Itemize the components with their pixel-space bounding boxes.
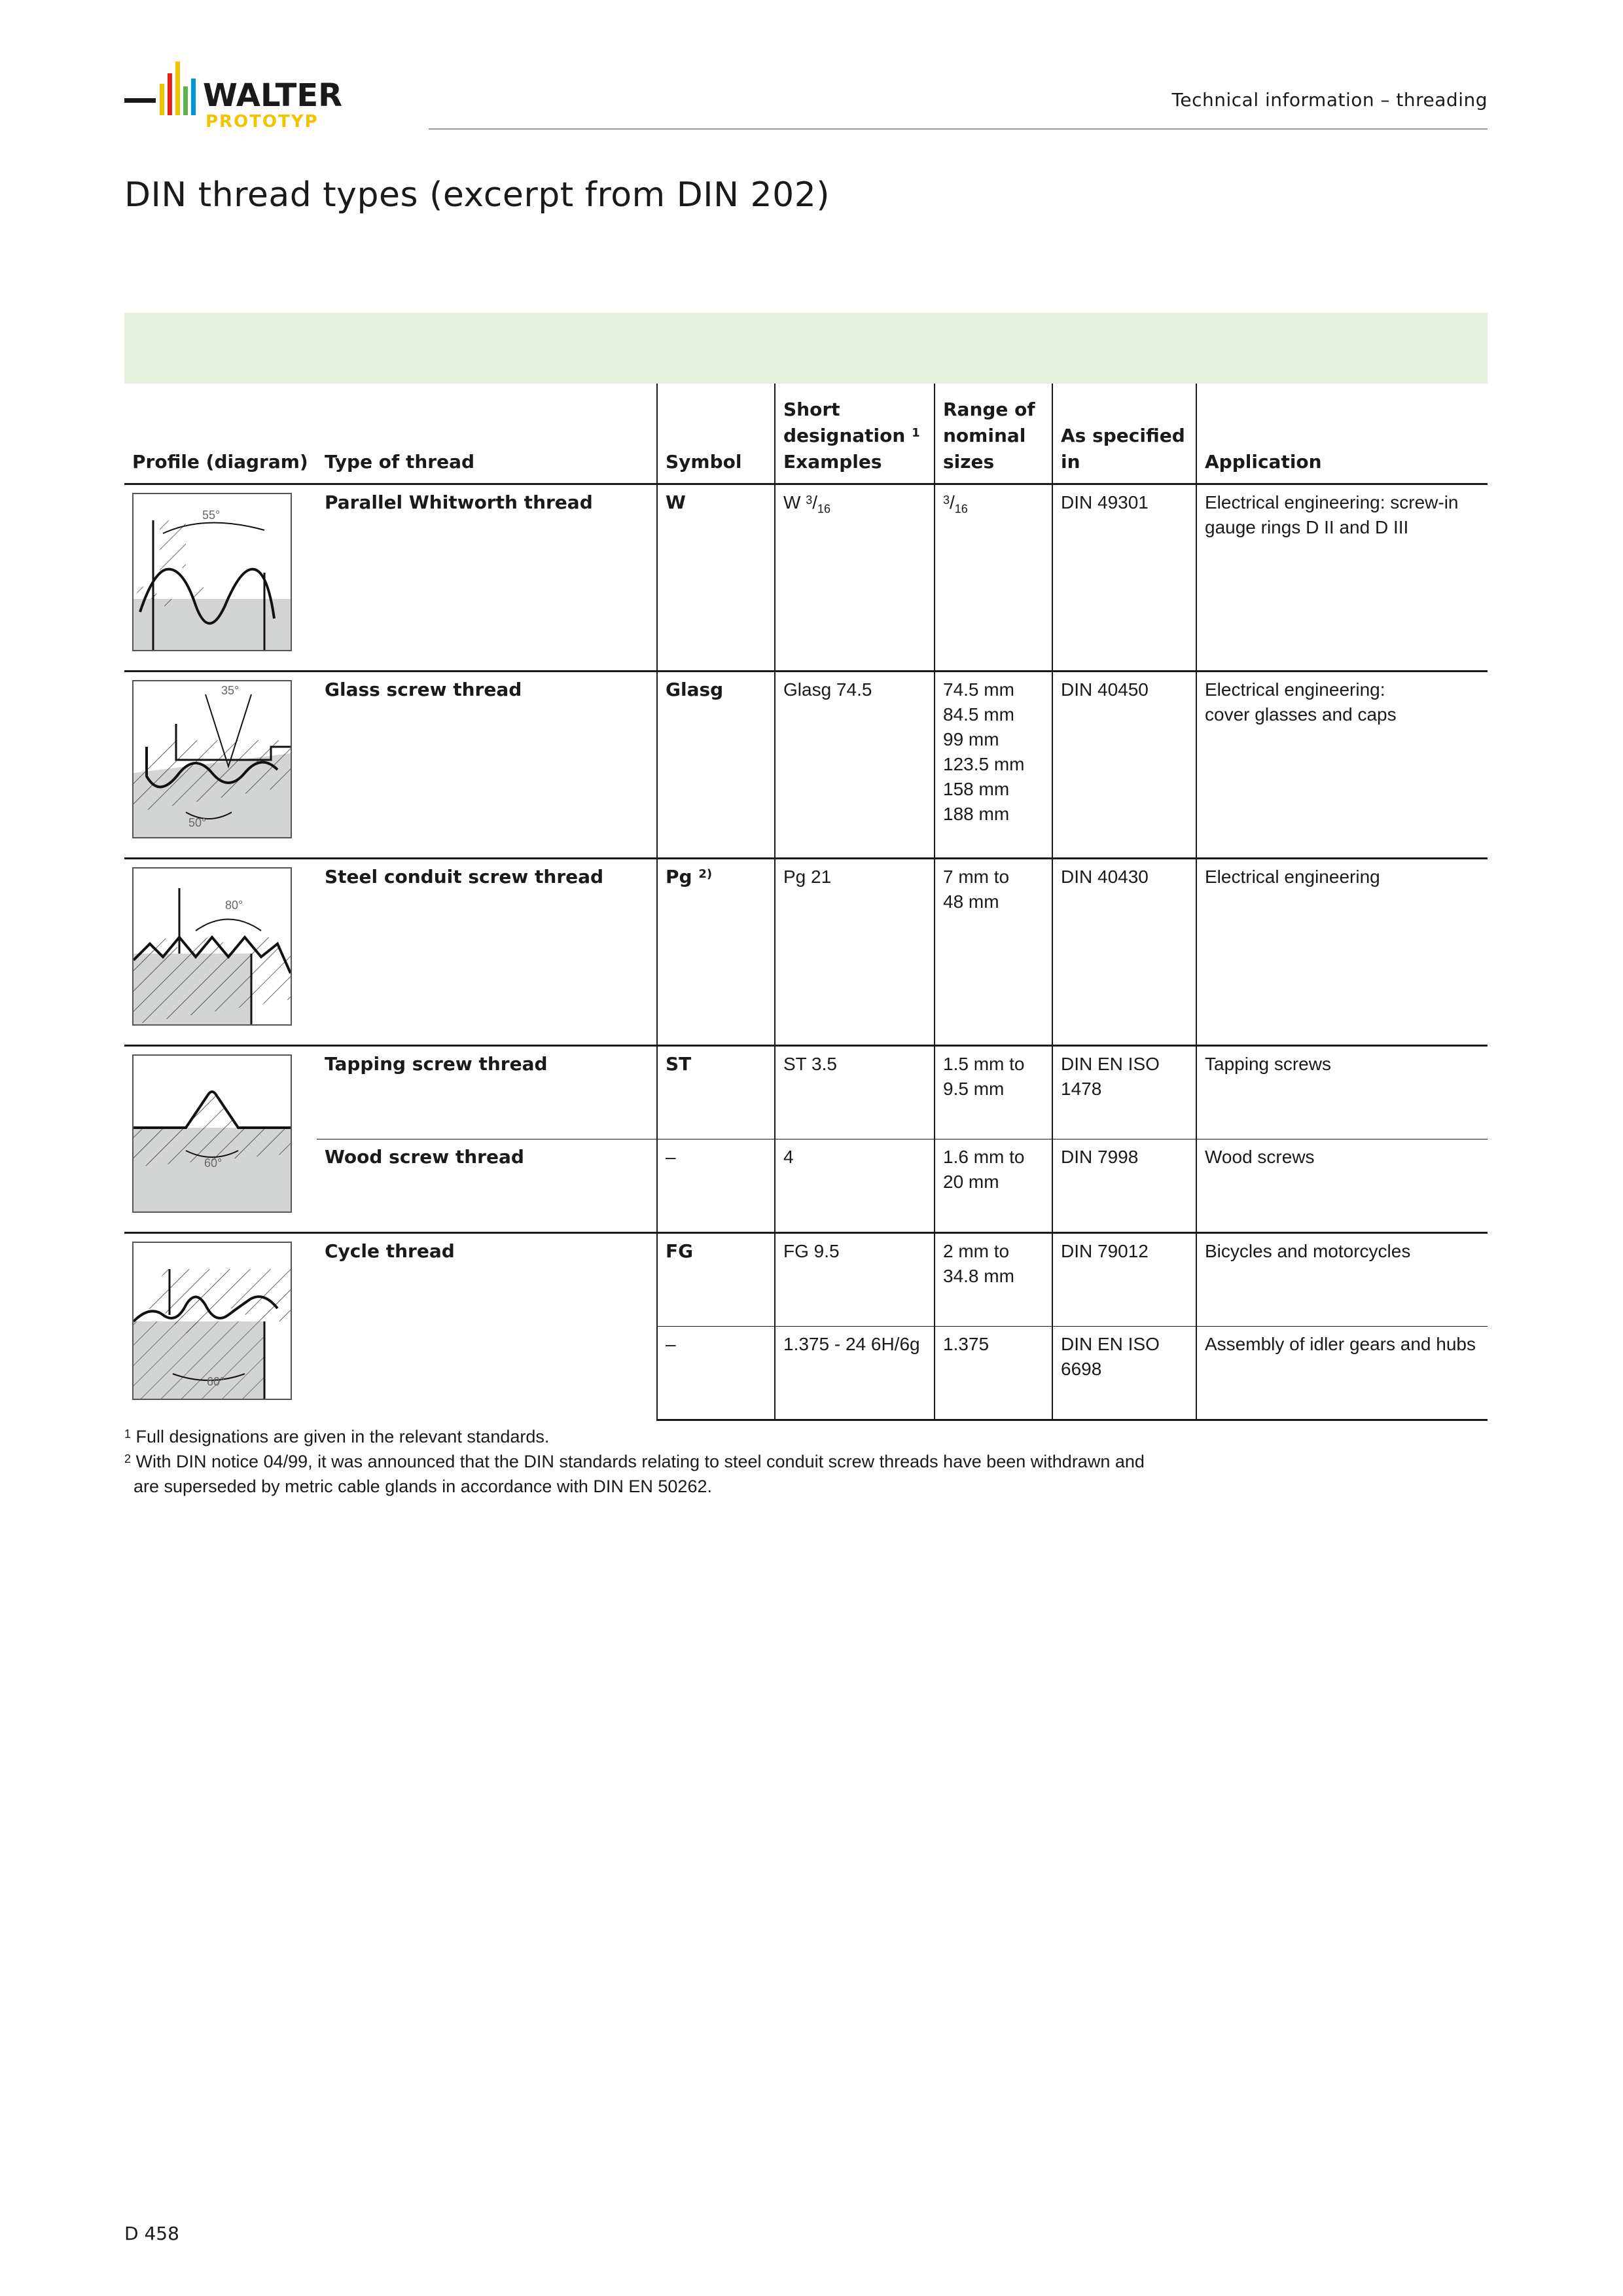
type-cell: Cycle thread bbox=[317, 1233, 657, 1420]
table-row bbox=[124, 1046, 1488, 1139]
symbol-cell: Pg $^{2)}$ bbox=[657, 859, 775, 1046]
short-designation-cell: FG 9.5 bbox=[775, 1233, 935, 1327]
header-range: Range of nominal sizes bbox=[935, 384, 1052, 484]
range-cell: 1.375 bbox=[935, 1327, 1052, 1420]
svg-text:35°: 35° bbox=[221, 684, 240, 697]
range-cell: 2 mm to 34.8 mm bbox=[935, 1233, 1052, 1327]
svg-text:60°: 60° bbox=[204, 1157, 223, 1170]
profile-glass bbox=[124, 672, 317, 859]
short-designation-cell: W $^3/_{16}$ bbox=[775, 484, 935, 672]
svg-text:80°: 80° bbox=[225, 899, 243, 912]
symbol-cell: – bbox=[657, 1327, 775, 1420]
page-number: D 458 bbox=[124, 2223, 179, 2244]
application-cell: Electrical engineering: screw-in gauge rings D II and D III bbox=[1196, 484, 1488, 672]
walter-prototyp-logo bbox=[124, 60, 399, 132]
range-cell: $^3/_{16}$ bbox=[935, 484, 1052, 672]
range-cell: 1.6 mm to 20 mm bbox=[935, 1139, 1052, 1233]
steel-conduit-profile-diagram bbox=[134, 869, 291, 1024]
application-cell: Tapping screws bbox=[1196, 1046, 1488, 1139]
application-cell: Electrical engineering: cover glasses and caps bbox=[1196, 672, 1488, 859]
application-cell: Assembly of idler gears and hubs bbox=[1196, 1327, 1488, 1420]
header-profile: Profile (diagram) bbox=[124, 384, 317, 484]
type-cell: Wood screw thread bbox=[317, 1139, 657, 1233]
table-row bbox=[124, 1139, 1488, 1233]
range-cell: 7 mm to 48 mm bbox=[935, 859, 1052, 1046]
spec-cell: DIN 40430 bbox=[1052, 859, 1196, 1046]
range-cell: 74.5 mm 84.5 mm 99 mm 123.5 mm 158 mm 188 mm bbox=[935, 672, 1052, 859]
footnote-2: $^2$ With DIN notice 04/99, it was announced that the DIN standards relating to steel conduit screw threads have been withdrawn and are superseded by metric cable glands in accordance with DIN EN 50262. bbox=[124, 1452, 1145, 1496]
header-type: Type of thread bbox=[317, 384, 657, 484]
spec-cell: DIN EN ISO 1478 bbox=[1052, 1046, 1196, 1139]
symbol-cell: W bbox=[657, 484, 775, 672]
type-cell: Glass screw thread bbox=[317, 672, 657, 859]
type-cell: Steel conduit screw thread bbox=[317, 859, 657, 1046]
header-symbol: Symbol bbox=[657, 384, 775, 484]
header-application: Application bbox=[1196, 384, 1488, 484]
profile-steel-conduit bbox=[124, 859, 317, 1046]
cycle-thread-profile-diagram bbox=[134, 1243, 291, 1399]
tapping-screw-profile-diagram bbox=[134, 1056, 291, 1211]
short-designation-cell: Glasg 74.5 bbox=[775, 672, 935, 859]
symbol-cell: – bbox=[657, 1139, 775, 1233]
range-cell: 1.5 mm to 9.5 mm bbox=[935, 1046, 1052, 1139]
table-row bbox=[124, 1233, 1488, 1327]
application-cell: Bicycles and motorcycles bbox=[1196, 1233, 1488, 1327]
header-spec: As specified in bbox=[1052, 384, 1196, 484]
type-cell: Parallel Whitworth thread bbox=[317, 484, 657, 672]
application-cell: Wood screws bbox=[1196, 1139, 1488, 1233]
table-row bbox=[124, 672, 1488, 859]
header-divider bbox=[429, 128, 1488, 130]
thread-types-table bbox=[124, 384, 1488, 1421]
whitworth-profile-diagram bbox=[134, 494, 291, 650]
footnote-1: $^1$ Full designations are given in the relevant standards. bbox=[124, 1427, 550, 1446]
symbol-cell: FG bbox=[657, 1233, 775, 1327]
spec-cell: DIN EN ISO 6698 bbox=[1052, 1327, 1196, 1420]
logo-subtitle: PROTOTYP bbox=[205, 112, 319, 132]
profile-whitworth bbox=[124, 484, 317, 672]
spec-cell: DIN 7998 bbox=[1052, 1139, 1196, 1233]
header-short-designation: Short designation $^1$ Examples bbox=[775, 384, 935, 484]
short-designation-cell: 4 bbox=[775, 1139, 935, 1233]
logo-wordmark: WALTER bbox=[203, 77, 343, 114]
application-cell: Electrical engineering bbox=[1196, 859, 1488, 1046]
short-designation-cell: 1.375 - 24 6H/6g bbox=[775, 1327, 935, 1420]
table-row bbox=[124, 859, 1488, 1046]
table-header-band bbox=[124, 313, 1488, 384]
svg-text:50°: 50° bbox=[188, 816, 207, 829]
short-designation-cell: ST 3.5 bbox=[775, 1046, 935, 1139]
svg-text:60°: 60° bbox=[207, 1375, 225, 1388]
profile-tapping-wood bbox=[124, 1046, 317, 1233]
glass-thread-profile-diagram bbox=[134, 681, 291, 837]
type-cell: Tapping screw thread bbox=[317, 1046, 657, 1139]
section-header: Technical information – threading bbox=[1171, 89, 1488, 111]
table-header-row bbox=[124, 384, 1488, 484]
profile-cycle bbox=[124, 1233, 317, 1420]
symbol-cell: Glasg bbox=[657, 672, 775, 859]
spec-cell: DIN 40450 bbox=[1052, 672, 1196, 859]
short-designation-cell: Pg 21 bbox=[775, 859, 935, 1046]
spec-cell: DIN 49301 bbox=[1052, 484, 1196, 672]
spec-cell: DIN 79012 bbox=[1052, 1233, 1196, 1327]
table-row bbox=[124, 484, 1488, 672]
symbol-cell: ST bbox=[657, 1046, 775, 1139]
page-title: DIN thread types (excerpt from DIN 202) bbox=[124, 175, 830, 215]
svg-text:55°: 55° bbox=[202, 509, 221, 522]
